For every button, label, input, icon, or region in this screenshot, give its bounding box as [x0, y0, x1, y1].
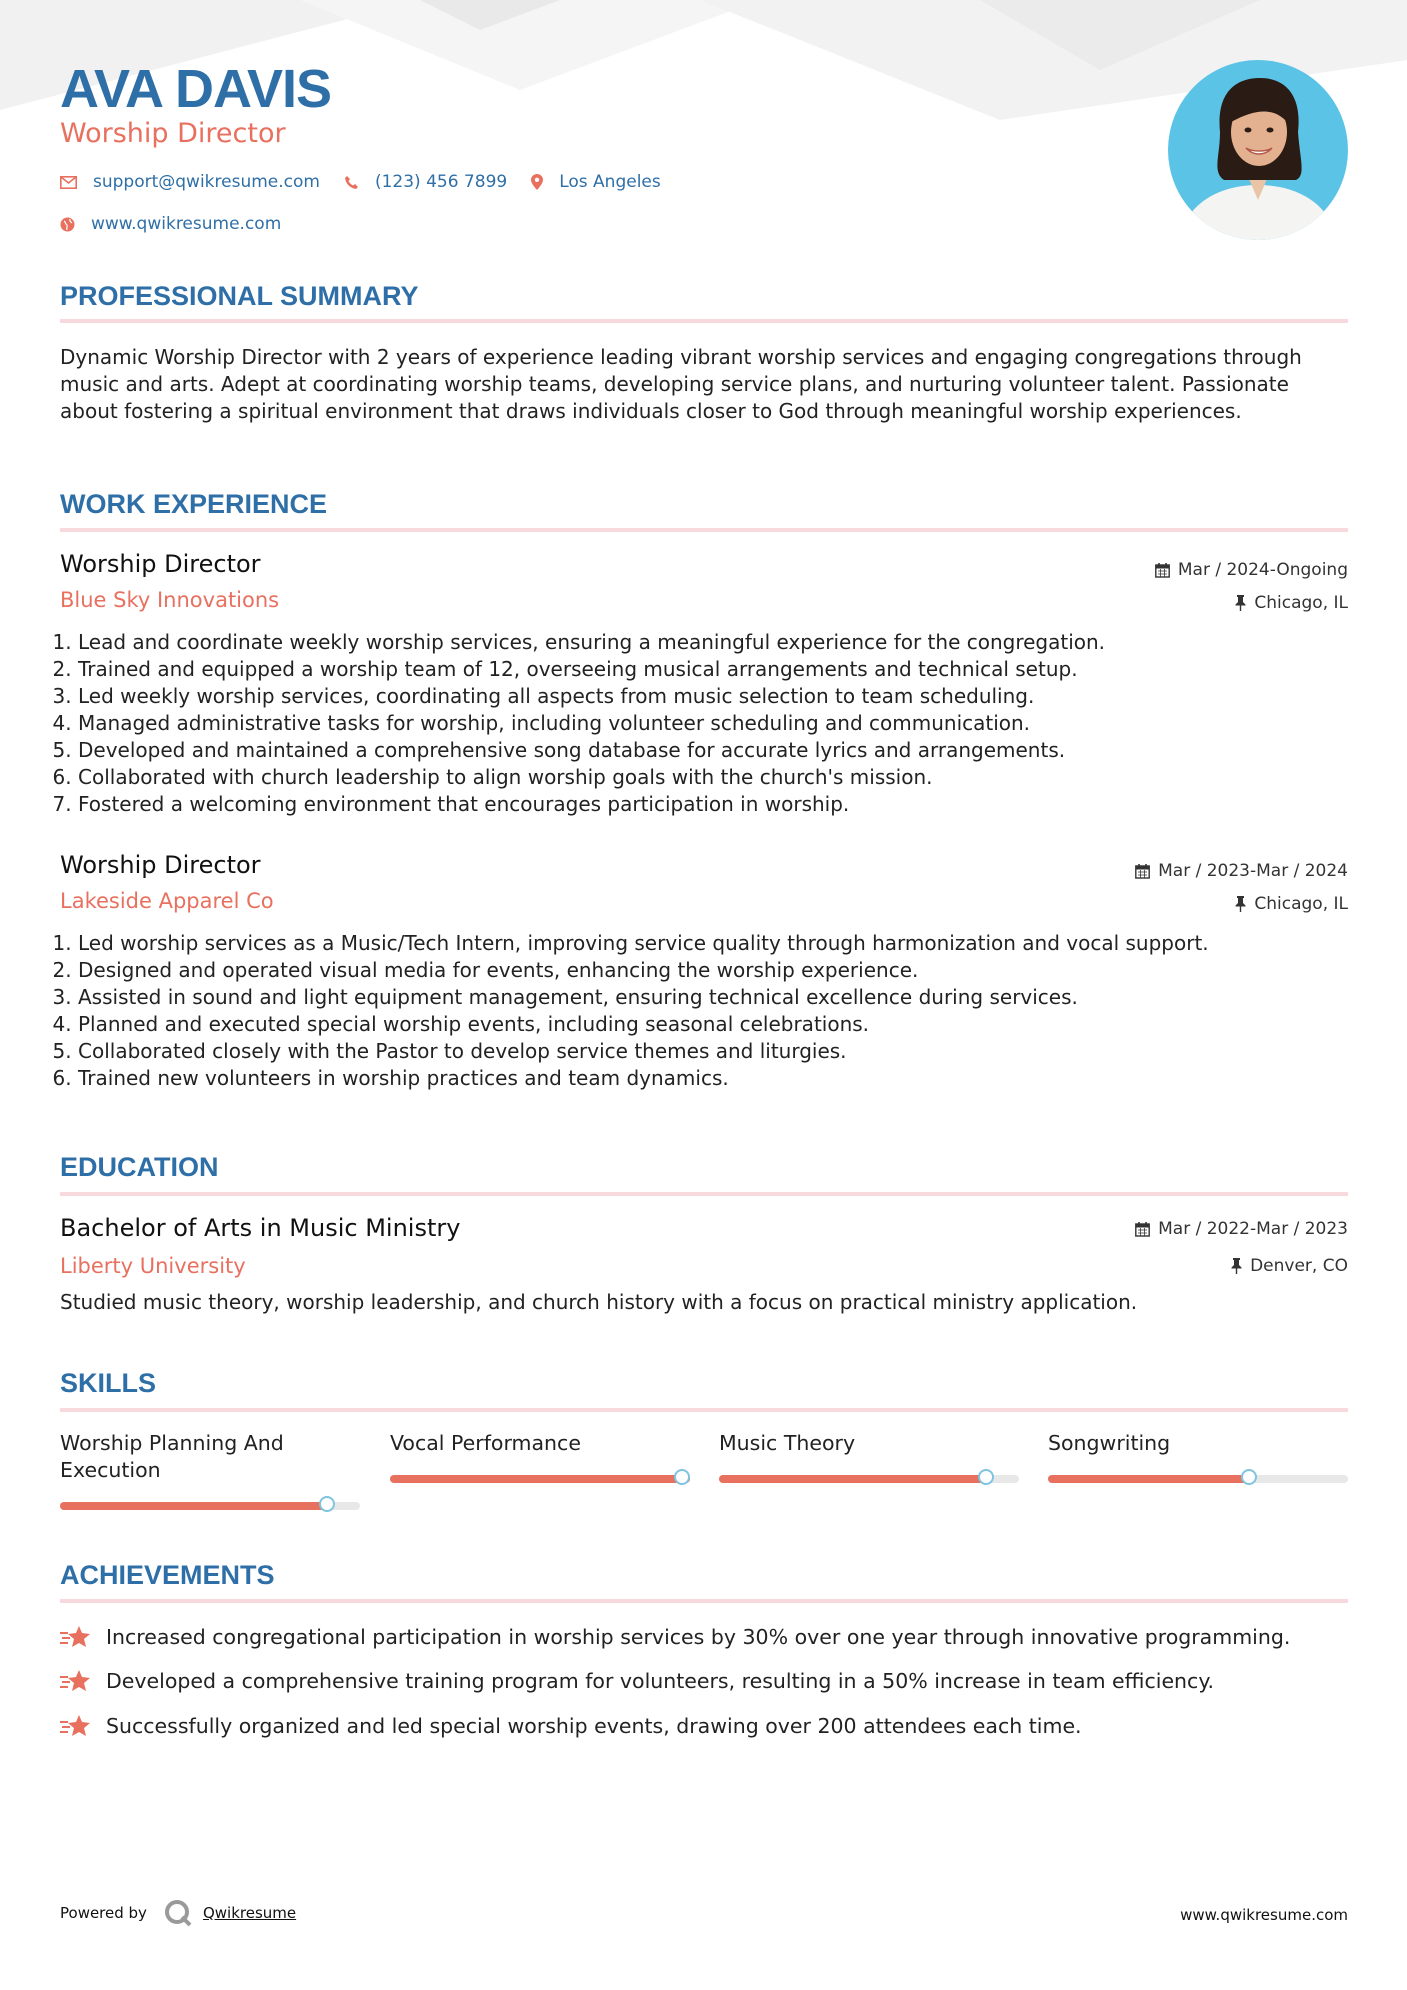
skill-bar-knob [319, 1496, 335, 1512]
candidate-name: AVA DAVIS [60, 59, 332, 119]
skill-item [60, 1430, 360, 1484]
section-divider [60, 1408, 1348, 1412]
globe-icon [60, 217, 75, 232]
skill-bar [60, 1502, 360, 1510]
pushpin-icon [1231, 1258, 1242, 1274]
dates-text: Mar / 2024-Ongoing [1177, 560, 1348, 580]
dates-text: Mar / 2023-Mar / 2024 [1158, 861, 1348, 881]
section-divider [60, 319, 1348, 323]
location-text: Los Angeles [559, 172, 661, 192]
calendar-icon [1155, 563, 1170, 578]
contact-row [60, 172, 685, 192]
email-text: support@qwikresume.com [93, 172, 320, 192]
location-text: Chicago, IL [1254, 894, 1348, 914]
skill-bar-fill [719, 1475, 986, 1483]
achievement-text: Increased congregational participation in worship services by 30% over one year through innovative programming. [106, 1625, 1291, 1649]
footer-branding [60, 1898, 296, 1928]
list-item: 6. Trained new volunteers in worship practices and team dynamics. [78, 1065, 1368, 1092]
list-item: 5. Collaborated closely with the Pastor to develop service themes and liturgies. [78, 1038, 1368, 1065]
achievements-heading: ACHIEVEMENTS [60, 1560, 275, 1590]
list-item: 6. Collaborated with church leadership to align worship goals with the church's mission. [78, 764, 1368, 791]
job-location [1235, 894, 1348, 914]
dates-text: Mar / 2022-Mar / 2023 [1158, 1219, 1348, 1239]
website-contact[interactable] [60, 214, 281, 234]
achievement-item [60, 1713, 1082, 1739]
section-divider [60, 1599, 1348, 1603]
school-name: Liberty University [60, 1254, 246, 1278]
section-divider [60, 1192, 1348, 1196]
skill-name: Music Theory [719, 1431, 856, 1455]
list-item: 3. Led weekly worship services, coordinating all aspects from music selection to team scheduling. [78, 683, 1368, 710]
degree-title: Bachelor of Arts in Music Ministry [60, 1214, 461, 1242]
website-text: www.qwikresume.com [91, 214, 282, 234]
skill-name: Vocal Performance [390, 1431, 581, 1455]
education-dates [1135, 1219, 1348, 1239]
list-item: 1. Led worship services as a Music/Tech Intern, improving service quality through harmonization and vocal support. [78, 930, 1368, 957]
company-name: Lakeside Apparel Co [60, 889, 274, 913]
list-item: 3. Assisted in sound and light equipment management, ensuring technical excellence during services. [78, 984, 1368, 1011]
list-item: 2. Trained and equipped a worship team of 12, overseeing musical arrangements and technical setup. [78, 656, 1368, 683]
skill-bar-knob [978, 1469, 994, 1485]
achievement-item [60, 1624, 1290, 1650]
job-dates [1155, 560, 1348, 580]
phone-icon [344, 175, 359, 190]
skill-item [1048, 1430, 1348, 1457]
qwikresume-logo-icon [163, 1898, 193, 1928]
job-bullets [60, 629, 1368, 818]
skill-bar [719, 1475, 1019, 1483]
skill-item [390, 1430, 690, 1457]
calendar-icon [1135, 864, 1150, 879]
job-title: Worship Director [60, 851, 261, 879]
achievement-text: Successfully organized and led special worship events, drawing over 200 attendees each time. [106, 1714, 1082, 1738]
section-divider [60, 528, 1348, 532]
skill-bar-fill [390, 1475, 690, 1483]
website-row [60, 214, 305, 234]
list-item: 7. Fostered a welcoming environment that encourages participation in worship. [78, 791, 1368, 818]
candidate-title: Worship Director [60, 118, 286, 149]
job-bullets [60, 930, 1368, 1092]
envelope-icon [60, 176, 77, 189]
summary-heading: PROFESSIONAL SUMMARY [60, 281, 419, 311]
shooting-star-icon [60, 1668, 92, 1694]
skills-heading: SKILLS [60, 1368, 157, 1398]
education-heading: EDUCATION [60, 1152, 219, 1182]
location-text: Denver, CO [1250, 1256, 1348, 1276]
shooting-star-icon [60, 1624, 92, 1650]
phone-contact[interactable] [344, 172, 507, 192]
education-location [1231, 1256, 1348, 1276]
list-item: 4. Planned and executed special worship events, including seasonal celebrations. [78, 1011, 1368, 1038]
skill-bar-knob [1241, 1469, 1257, 1485]
skill-bar-fill [1048, 1475, 1249, 1483]
phone-text: (123) 456 7899 [374, 172, 508, 192]
location-contact [531, 172, 661, 192]
job-dates [1135, 861, 1348, 881]
location-text: Chicago, IL [1254, 593, 1348, 613]
experience-heading: WORK EXPERIENCE [60, 489, 328, 519]
skill-name: Worship Planning And Execution [60, 1431, 284, 1482]
powered-by-label: Powered by [60, 1904, 147, 1922]
shooting-star-icon [60, 1713, 92, 1739]
list-item: 1. Lead and coordinate weekly worship services, ensuring a meaningful experience for the congregation. [78, 629, 1368, 656]
company-name: Blue Sky Innovations [60, 588, 280, 612]
calendar-icon [1135, 1222, 1150, 1237]
map-pin-icon [531, 174, 543, 190]
profile-photo [1168, 60, 1348, 240]
job-location [1235, 593, 1348, 613]
education-description: Studied music theory, worship leadership, and church history with a focus on practical ministry application. [60, 1290, 1138, 1314]
skill-bar-fill [60, 1502, 327, 1510]
skill-bar [390, 1475, 690, 1483]
footer-website[interactable]: www.qwikresume.com [1180, 1906, 1348, 1924]
skill-bar-knob [674, 1469, 690, 1485]
list-item: 5. Developed and maintained a comprehensive song database for accurate lyrics and arrangements. [78, 737, 1368, 764]
achievement-text: Developed a comprehensive training program for volunteers, resulting in a 50% increase in team efficiency. [106, 1669, 1215, 1693]
pushpin-icon [1235, 896, 1246, 912]
job-title: Worship Director [60, 550, 261, 578]
skill-name: Songwriting [1048, 1431, 1171, 1455]
list-item: 2. Designed and operated visual media for events, enhancing the worship experience. [78, 957, 1368, 984]
email-contact[interactable] [60, 172, 320, 192]
achievement-item [60, 1668, 1214, 1694]
pushpin-icon [1235, 595, 1246, 611]
summary-text: Dynamic Worship Director with 2 years of experience leading vibrant worship services and engaging congregations through music and arts. Adept at coordinating worship teams, developing service plans, and nurturing volunteer talent. Passionate about fostering a spiritual environment that draws individuals closer to God through meaningful worship experiences. [60, 345, 1302, 423]
list-item: 4. Managed administrative tasks for worship, including volunteer scheduling and communication. [78, 710, 1368, 737]
portrait-illustration [1168, 60, 1348, 240]
skill-item [719, 1430, 1019, 1457]
skill-bar [1048, 1475, 1348, 1483]
brand-link[interactable]: Qwikresume [202, 1904, 297, 1922]
